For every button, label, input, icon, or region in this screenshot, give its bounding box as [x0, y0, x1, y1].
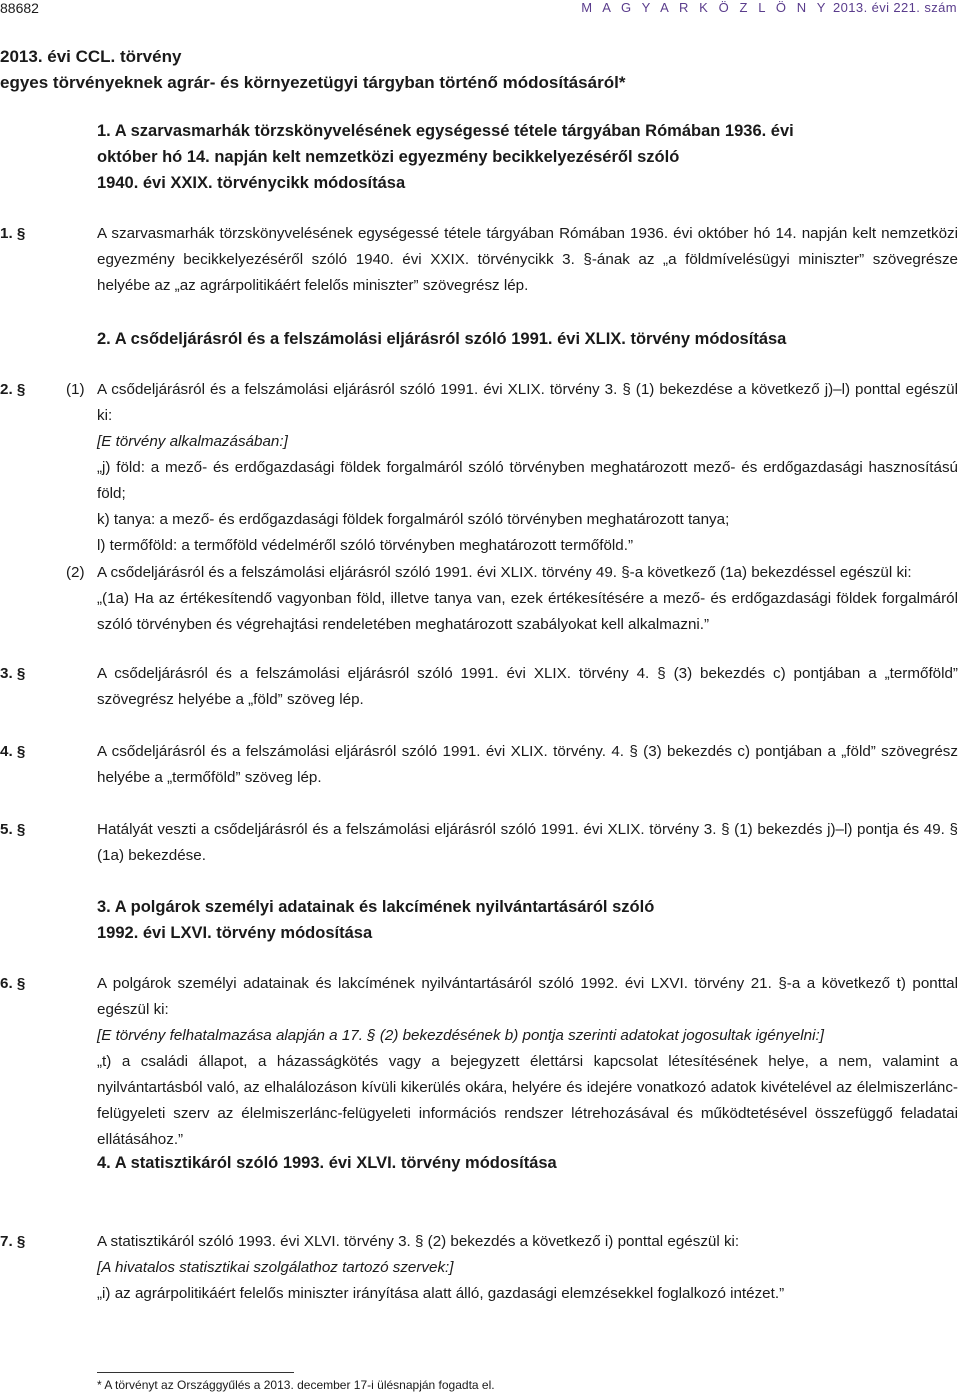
section-text: A statisztikáról szóló 1993. évi XLVI. törvény 3. § (2) bekezdés a következő i) ponttal egészül ki: [97, 1233, 740, 1250]
inserted-text: „i) az agrárpolitikáért felelős miniszter irányítása alatt álló, gazdasági elemzésekkel foglalkozó intézet.” [97, 1285, 785, 1302]
journal-header [581, 0, 957, 15]
paragraph-text: A csődeljárásról és a felszámolási eljárásról szóló 1991. évi XLIX. törvény 49. §-a következő (1a) bekezdéssel egészül ki: [97, 564, 912, 581]
context-bracket: [E törvény alkalmazásában:] [97, 433, 288, 450]
section-number: 2. § [0, 381, 26, 398]
section-number: 5. § [0, 821, 26, 838]
point-k: k) tanya: a mező- és erdőgazdasági földek forgalmáról szóló törvényben meghatározott tanya; [97, 511, 730, 528]
section-number: 7. § [0, 1233, 26, 1250]
chapter-heading-4 [97, 1150, 917, 1176]
inserted-text: „t) a családi állapot, a házasságkötés vagy a bejegyzett élettársi kapcsolat létesítésének helye, a nem, valamint a nyilvántartásból való, az elhalálozáson kívüli kikerülés okára, helyére és idejére vonatkozó adatok kivételével az élelmiszerlánc-felügyeleti szerv az élelmiszerlánc-felügyeleti információs rendszer létrehozásával és működtetésével összefüggő feladatai ellátásához.” [97, 1053, 958, 1148]
section-number: 3. § [0, 665, 26, 682]
law-title: 2013. évi CCL. törvény [0, 47, 182, 66]
page-number: 88682 [0, 0, 39, 16]
section-text: A szarvasmarhák törzskönyvelésének egységessé tétele tárgyában Rómában 1936. évi október hó 14. napján kelt nemzetközi egyezmény becikkelyezéséről szóló 1940. évi XXIX. törvénycikk 3. §-ának az „a földmívelésügyi miniszter” szövegrésze helyébe az „az agrárpolitikáért felelős miniszter” szövegrész lép. [97, 225, 958, 294]
point-j: „j) föld: a mező- és erdőgazdasági földek forgalmáról szóló törvényben meghatározott mező- és erdőgazdasági hasznosítású föld; [97, 459, 958, 502]
paragraph-text: A csődeljárásról és a felszámolási eljárásról szóló 1991. évi XLIX. törvény 3. § (1) bekezdése a következő j)–l) ponttal egészül ki: [97, 381, 958, 424]
context-bracket: [A hivatalos statisztikai szolgálathoz tartozó szervek:] [97, 1259, 454, 1276]
law-heading [0, 44, 625, 96]
inserted-text: „(1a) Ha az értékesítendő vagyonban föld, illetve tanya van, ezek értékesítésére a mező- és erdőgazdasági földek forgalmáról szóló törvényben és végrehajtási rendeletében meghatározott szabályokat kell alkalmazni.” [97, 590, 958, 633]
footnote-separator [97, 1372, 294, 1373]
chapter-heading-line: 1940. évi XXIX. törvénycikk módosítása [97, 174, 406, 192]
section-text: A polgárok személyi adatainak és lakcímének nyilvántartásáról szóló 1992. évi LXVI. törvény 21. §-a a következő t) ponttal egészül ki: [97, 975, 958, 1018]
journal-name: M A G Y A R K Ö Z L Ö N Y [581, 0, 830, 15]
chapter-heading-line: 1992. évi LXVI. törvény módosítása [97, 924, 373, 942]
law-subtitle: egyes törvényeknek agrár- és környezetügyi tárgyban történő módosításáról* [0, 73, 626, 92]
chapter-heading-line: 2. A csődeljárásról és a felszámolási eljárásról szóló 1991. évi XLIX. törvény módosítása [97, 330, 787, 348]
chapter-heading-3 [97, 894, 917, 946]
section-text: Hatályát veszti a csődeljárásról és a felszámolási eljárásról szóló 1991. évi XLIX. törvény 3. § (1) bekezdés j)–l) pontja és 49. § (1a) bekezdése. [97, 821, 958, 864]
footnote: * A törvényt az Országgyűlés a 2013. december 17-i ülésnapján fogadta el. [97, 1378, 495, 1392]
chapter-heading-line: 1. A szarvasmarhák törzskönyvelésének egységessé tétele tárgyában Rómában 1936. évi [97, 122, 794, 140]
running-header [0, 0, 960, 24]
section-text: A csődeljárásról és a felszámolási eljárásról szóló 1991. évi XLIX. törvény 4. § (3) bekezdés c) pontjában a „termőföld” szövegrész helyébe a „föld” szöveg lép. [97, 665, 958, 708]
chapter-heading-1 [97, 118, 917, 196]
section-text: A csődeljárásról és a felszámolási eljárásról szóló 1991. évi XLIX. törvény. 4. § (3) bekezdés c) pontjában a „föld” szövegrész helyébe a „termőföld” szöveg lép. [97, 743, 958, 786]
chapter-heading-2 [97, 326, 917, 352]
chapter-heading-line: 4. A statisztikáról szóló 1993. évi XLVI. törvény módosítása [97, 1154, 557, 1172]
paragraph-label: (2) [66, 564, 85, 581]
chapter-heading-line: 3. A polgárok személyi adatainak és lakcímének nyilvántartásáról szóló [97, 898, 655, 916]
paragraph-label: (1) [66, 381, 85, 398]
section-number: 4. § [0, 743, 26, 760]
context-bracket: [E törvény felhatalmazása alapján a 17. § (2) bekezdésének b) pontja szerinti adatokat jogosultak igényelni:] [97, 1027, 824, 1044]
section-number: 6. § [0, 975, 26, 992]
chapter-heading-line: október hó 14. napján kelt nemzetközi egyezmény becikkelyezéséről szóló [97, 148, 680, 166]
point-l: l) termőföld: a termőföld védelméről szóló törvényben meghatározott termőföld.” [97, 537, 634, 554]
section-number: 1. § [0, 225, 26, 242]
issue-number: 2013. évi 221. szám [833, 0, 957, 15]
